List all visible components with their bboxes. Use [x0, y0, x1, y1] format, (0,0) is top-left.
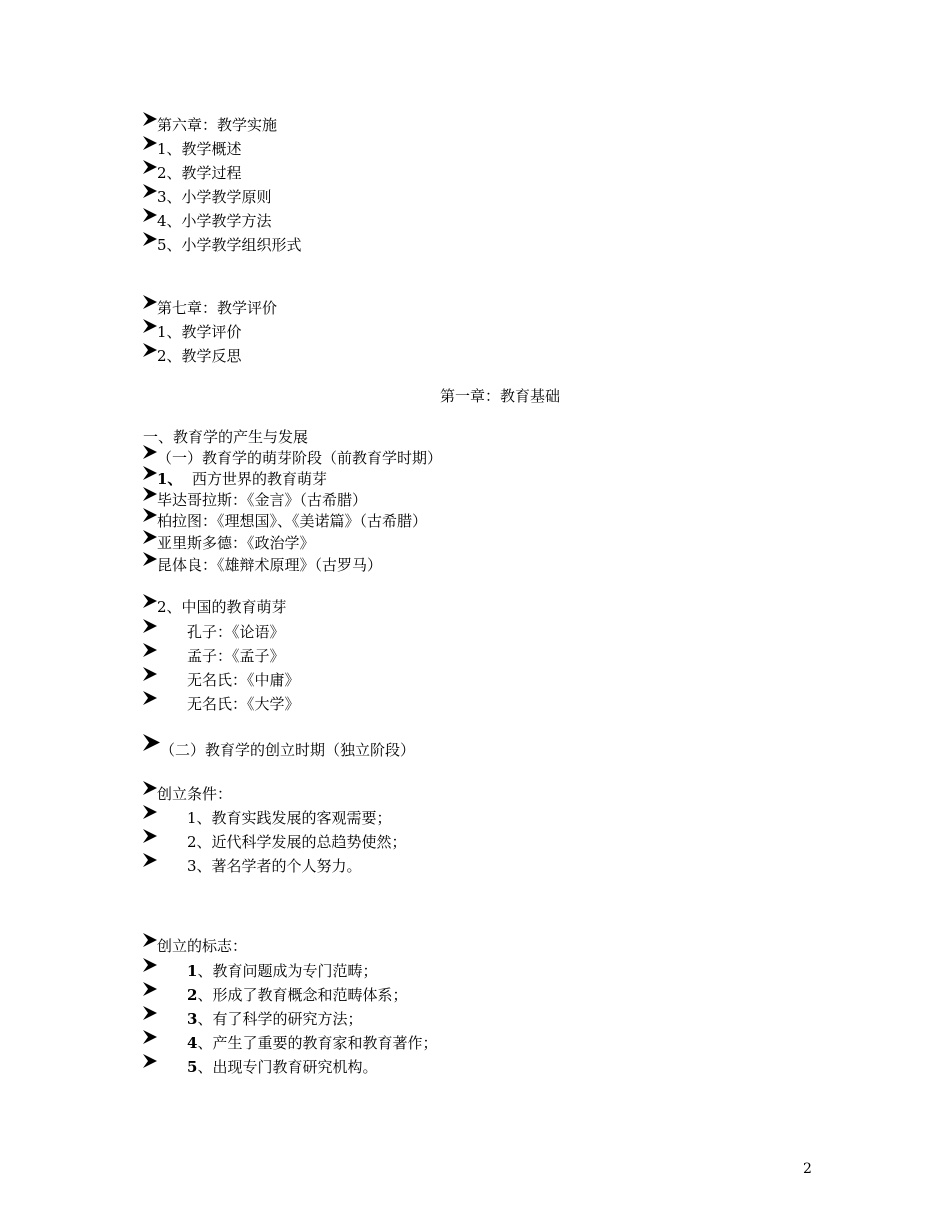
- arrowhead-bullet-icon: [143, 530, 157, 544]
- arrowhead-bullet-icon: [143, 487, 157, 501]
- china-item: 无名氏：《大学》: [143, 693, 300, 715]
- chapter7-title: 第七章：教学评价: [143, 297, 277, 319]
- conditions-heading: 创立条件：: [143, 783, 232, 805]
- page-number: 2: [803, 1161, 812, 1177]
- arrowhead-bullet-icon: [143, 466, 157, 480]
- arrowhead-bullet-icon: [143, 232, 157, 246]
- chapter6-item: 1、教学概述: [143, 138, 242, 160]
- chapter6-item: 2、教学过程: [143, 162, 242, 184]
- chapter6-title: 第六章：教学实施: [143, 114, 277, 136]
- china-item: 孟子：《孟子》: [143, 645, 285, 667]
- china-item: 无名氏：《中庸》: [143, 669, 300, 691]
- west-item: 亚里斯多德：《政治学》: [143, 532, 315, 554]
- arrowhead-bullet-icon: [143, 1030, 157, 1044]
- west-item: 柏拉图：《理想国》、《美诺篇》（古希腊）: [143, 510, 427, 532]
- arrowhead-bullet-icon: [143, 958, 157, 972]
- arrowhead-bullet-icon: [143, 343, 157, 357]
- west-item: 昆体良：《雄辩术原理》（古罗马）: [143, 554, 382, 576]
- subsection-heading: （二）教育学的创立时期（独立阶段）: [143, 739, 415, 761]
- arrowhead-bullet-icon: [143, 319, 157, 333]
- mark-item: 4、产生了重要的教育家和教育著作；: [143, 1032, 437, 1054]
- arrowhead-bullet-icon: [143, 184, 157, 198]
- arrowhead-bullet-icon: [143, 781, 157, 795]
- marks-heading: 创立的标志：: [143, 935, 247, 957]
- arrowhead-bullet-icon: [143, 691, 157, 705]
- west-heading: 1、 西方世界的教育萌芽: [143, 468, 327, 490]
- mark-item: 2、形成了教育概念和范畴体系；: [143, 984, 407, 1006]
- chapter1-heading: 第一章：教育基础: [439, 387, 560, 405]
- arrowhead-bullet-icon: [143, 933, 157, 947]
- chapter7-item: 1、教学评价: [143, 321, 242, 343]
- arrowhead-bullet-icon: [143, 643, 157, 657]
- mark-item: 5、出现专门教育研究机构。: [143, 1056, 377, 1078]
- mark-item: 3、有了科学的研究方法；: [143, 1008, 362, 1030]
- arrowhead-bullet-icon: [143, 1006, 157, 1020]
- chapter6-item: 5、小学教学组织形式: [143, 234, 302, 256]
- condition-item: 2、近代科学发展的总趋势使然；: [143, 831, 407, 853]
- arrowhead-bullet-icon: [143, 829, 157, 843]
- arrowhead-bullet-icon: [143, 295, 157, 309]
- west-item: 毕达哥拉斯：《金言》（古希腊）: [143, 489, 367, 511]
- arrowhead-bullet-icon: [143, 982, 157, 996]
- arrowhead-bullet-icon: [143, 552, 157, 566]
- condition-item: 3、著名学者的个人努力。: [143, 855, 362, 877]
- chapter6-item: 3、小学教学原则: [143, 186, 272, 208]
- condition-item: 1、教育实践发展的客观需要；: [143, 807, 392, 829]
- arrowhead-bullet-icon: [143, 619, 157, 633]
- arrowhead-bullet-icon: [143, 805, 157, 819]
- arrowhead-bullet-icon: [143, 112, 157, 126]
- mark-item: 1、教育问题成为专门范畴；: [143, 960, 377, 982]
- arrowhead-bullet-icon: [143, 1054, 157, 1068]
- chapter6-item: 4、小学教学方法: [143, 210, 272, 232]
- arrowhead-bullet-icon: [143, 208, 157, 222]
- arrowhead-bullet-icon: [143, 445, 157, 459]
- arrowhead-bullet-icon: [143, 667, 157, 681]
- china-item: 孔子：《论语》: [143, 621, 285, 643]
- china-heading: 2、中国的教育萌芽: [143, 596, 287, 618]
- arrowhead-bullet-icon: [143, 734, 160, 751]
- arrowhead-bullet-icon: [143, 853, 157, 867]
- arrowhead-bullet-icon: [143, 594, 157, 608]
- arrowhead-bullet-icon: [143, 160, 157, 174]
- chapter7-item: 2、教学反思: [143, 345, 242, 367]
- arrowhead-bullet-icon: [143, 136, 157, 150]
- arrowhead-bullet-icon: [143, 508, 157, 522]
- section-heading: 一、教育学的产生与发展: [143, 428, 309, 446]
- subsection-heading: （一）教育学的萌芽阶段（前教育学时期）: [143, 447, 442, 469]
